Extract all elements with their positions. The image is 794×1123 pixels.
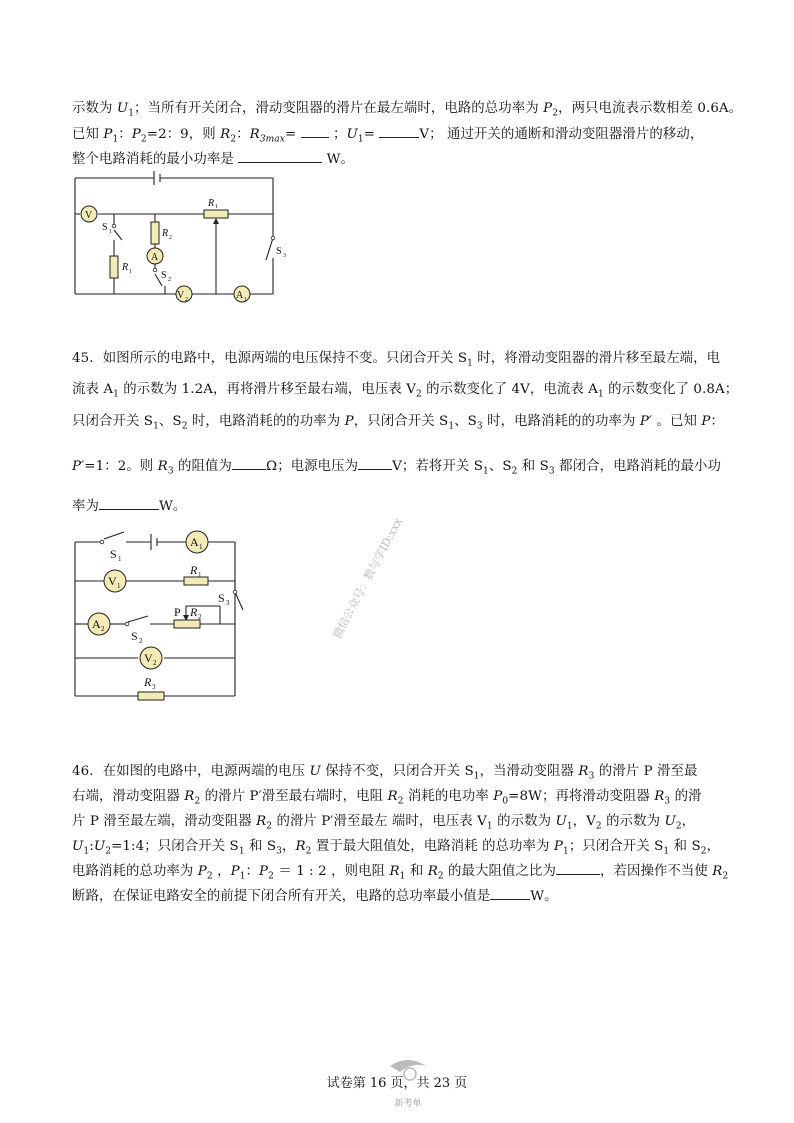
answer-blank[interactable]	[301, 125, 329, 138]
sub: 1	[118, 555, 122, 563]
text: =2：9，则	[146, 127, 221, 142]
answer-blank[interactable]	[379, 125, 419, 138]
sub: 2	[415, 389, 422, 400]
sub: 1	[486, 821, 493, 832]
text: V；若将开关 S	[392, 459, 484, 474]
q45-line5	[72, 495, 186, 514]
var-R2: R	[256, 814, 267, 829]
sub: 2	[169, 235, 172, 241]
var-R2: R	[427, 864, 438, 879]
q44-line2	[72, 123, 703, 145]
ammeter-a1-label: A	[190, 535, 199, 549]
text: 只闭合开关 S	[72, 414, 154, 429]
text: 的滑	[670, 789, 702, 804]
var-P1: P	[230, 864, 240, 879]
text: 。已知	[652, 414, 702, 429]
var-R3: R	[654, 789, 665, 804]
text: W。	[322, 152, 354, 167]
sub: 1	[566, 821, 573, 832]
sub: 2	[101, 625, 105, 633]
var-P2: P	[543, 101, 553, 116]
sub: 2	[511, 466, 518, 477]
sub: 3	[548, 466, 555, 477]
sub: 2	[185, 297, 188, 303]
circuit-diagram-2	[68, 528, 248, 703]
q46-line2	[72, 785, 702, 807]
text: 片 P 滑至最左端，滑动变阻器	[72, 814, 257, 829]
text: ；	[328, 127, 347, 142]
var-R2: R	[220, 127, 231, 142]
resistor-r2-label: R	[162, 228, 169, 239]
var-P2: P	[197, 864, 207, 879]
var-U1: U	[555, 814, 567, 829]
voltmeter-v2-label: V	[144, 651, 153, 665]
var-P: P	[701, 414, 711, 429]
text: ，两只电流表示数相差 0.6A。	[558, 101, 743, 116]
var-U2: U	[664, 814, 676, 829]
text: =	[284, 127, 301, 142]
var-R3: R	[157, 459, 168, 474]
text: ，只闭合开关 S	[353, 414, 449, 429]
text: W。	[530, 889, 558, 904]
text: 的滑片 P′滑至最右端时，电阻	[200, 789, 388, 804]
text: =1：2。则	[84, 459, 158, 474]
sub: 1	[128, 108, 135, 119]
text: ，	[281, 839, 296, 854]
text: :	[89, 839, 94, 854]
resistor-r1-label: R	[122, 262, 129, 273]
sub: 1	[129, 269, 132, 275]
sub: 1	[117, 582, 121, 590]
text: 45．如图所示的电路中，电源两端的电压保持不变。只闭合开关 S	[72, 351, 468, 366]
var-P0: P	[493, 789, 503, 804]
text: ，V	[572, 814, 596, 829]
text: 和 S	[517, 459, 549, 474]
ammeter-a1-label: A	[236, 290, 244, 301]
sub: 2	[194, 796, 201, 807]
text: ：	[710, 414, 724, 429]
text: ＝ 1 : 2 ，则电阻	[274, 864, 390, 879]
q45-line1	[72, 347, 720, 369]
text: 断路，在保证电路安全的前提下闭合所有开关，电路的总功率最小值是	[72, 889, 491, 904]
sub: 1	[357, 134, 364, 145]
voltmeter-v1-label: V	[108, 574, 117, 588]
circuit-diagram-1	[68, 168, 286, 303]
sub: 2	[675, 821, 682, 832]
var-R2: R	[387, 789, 398, 804]
sub: 2	[230, 134, 237, 145]
switch-s3-label: S	[218, 591, 225, 605]
sub: 1	[399, 871, 406, 882]
switch-s2-label: S	[161, 270, 167, 281]
resistor-r3-label: R	[190, 563, 198, 577]
sub: 1	[467, 358, 473, 369]
q44-line3	[72, 148, 354, 167]
var-P: P	[344, 414, 354, 429]
var-P2: P	[259, 864, 269, 879]
sub: 1	[483, 466, 489, 477]
var-P1: P	[553, 839, 564, 854]
var-R3max: R	[249, 127, 260, 142]
text: ，	[681, 814, 696, 829]
var-R2: R	[712, 864, 723, 879]
sub: 2	[140, 134, 147, 145]
sub: 3	[588, 771, 595, 782]
text: Ω；电源电压为	[266, 459, 359, 474]
text: 的最大阻值之比为	[443, 864, 556, 879]
sub: 1	[563, 846, 569, 857]
resistor-r2-label: R	[190, 605, 198, 619]
text: 示数为	[72, 101, 117, 116]
text: ；当所有开关闭合，滑动变阻器的滑片在最左端时，电路的总功率为	[134, 101, 544, 116]
text: V； 通过开关的通断和滑动变阻器滑片的移动，	[419, 127, 704, 142]
q46-line5	[72, 860, 728, 882]
var-R2: R	[295, 839, 306, 854]
switch-s2-label: S	[131, 629, 138, 643]
sub: 1	[448, 421, 455, 432]
answer-blank[interactable]	[490, 887, 530, 900]
sub: 3	[226, 599, 230, 607]
sub: 1	[244, 297, 247, 303]
var-R1: R	[389, 864, 400, 879]
sub: 2	[181, 421, 188, 432]
sub: 2	[397, 796, 404, 807]
sub: 2	[168, 277, 171, 283]
text: 率为	[72, 499, 99, 514]
sub: 2	[722, 871, 729, 882]
var-P-prime: P′	[72, 459, 85, 474]
text: 46．在如图的电路中，电源两端的电压	[72, 764, 310, 779]
text: 时，电路消耗的的功率为	[187, 414, 345, 429]
sub: 1	[238, 846, 245, 857]
text: ，	[212, 864, 231, 879]
voltmeter-v-label: V	[85, 210, 93, 221]
text: 整个电路消耗的最小功率是	[72, 152, 239, 167]
sub: 2	[198, 613, 202, 621]
sub: 2	[700, 846, 707, 857]
sub: 1	[153, 421, 159, 432]
sub: 2	[266, 821, 273, 832]
q45-line2	[72, 378, 738, 400]
sub: 1	[109, 229, 112, 235]
var-U2: U	[93, 839, 106, 854]
text: 和 S	[669, 839, 701, 854]
q46-line3	[72, 810, 695, 832]
text: =1:4；只闭合开关 S	[111, 839, 239, 854]
var-U1: U	[346, 127, 358, 142]
sub: 2	[139, 637, 143, 645]
page-footer: 试卷第 16 页，共 23 页	[326, 1076, 468, 1091]
ammeter-a2-label: A	[92, 617, 101, 631]
sub: 3	[276, 846, 282, 857]
text: 的示数为	[492, 814, 556, 829]
text: 的示数变化了 4V，电流表 A	[421, 382, 598, 397]
text: W。	[158, 499, 187, 514]
text: 时，电路消耗的的功率为	[482, 414, 640, 429]
switch-s1-label: S	[102, 222, 108, 233]
sub: 1	[113, 389, 119, 400]
q45-line3	[72, 410, 724, 432]
text: ：	[118, 127, 132, 142]
answer-blank[interactable]	[99, 497, 159, 510]
text: 、S	[454, 414, 477, 429]
sub: 2	[268, 871, 274, 882]
sub: 3	[152, 683, 156, 691]
q45-line4	[72, 455, 721, 477]
text: 置于最大阻值处，电路消耗 的总功率为	[311, 839, 554, 854]
sub: 2	[595, 821, 602, 832]
switch-s1-label: S	[110, 547, 117, 561]
text: ，当滑动变阻器	[479, 764, 579, 779]
text: 已知	[72, 127, 104, 142]
text: 消耗的电功率	[403, 789, 494, 804]
sub: 3	[167, 466, 174, 477]
answer-blank[interactable]	[358, 457, 392, 470]
text: ：	[236, 127, 250, 142]
sub: 3max	[259, 134, 285, 145]
sub: 1	[112, 134, 119, 145]
text: 都闭合，电路消耗的最小功	[554, 459, 721, 474]
q46-line1	[72, 760, 698, 782]
resistor-r3-label: R	[144, 675, 152, 689]
text: =8W；再将滑动变阻器	[508, 789, 655, 804]
var-U: U	[309, 764, 321, 779]
text: 保持不变，只闭合开关 S	[320, 764, 474, 779]
sub: 1	[239, 871, 246, 882]
text: 的示数为	[601, 814, 665, 829]
text: 流表 A	[72, 382, 114, 397]
var-P1: P	[103, 127, 113, 142]
text: 的滑片 P′滑至最左 端时，电压表 V	[272, 814, 487, 829]
answer-blank[interactable]	[556, 862, 600, 875]
text: ；只闭合开关 S	[568, 839, 664, 854]
sub: 2	[105, 846, 112, 857]
answer-blank[interactable]	[238, 150, 322, 163]
sub: 3	[283, 253, 286, 259]
text: ，若因操作不当使	[599, 864, 713, 879]
q44-line1	[72, 97, 742, 119]
switch-s3-label: S	[276, 246, 282, 257]
publisher-logo	[378, 1052, 438, 1110]
sub: 1	[597, 389, 604, 400]
sub: 2	[206, 871, 213, 882]
sub: 2	[153, 659, 157, 667]
var-R2: R	[184, 789, 195, 804]
q46-line6	[72, 885, 558, 904]
sub: 2	[552, 108, 559, 119]
text: 的示数为 1.2A，再将滑片移至最右端，电压表 V	[118, 382, 416, 397]
var-P-prime: P′	[639, 414, 653, 429]
text: 和 S	[244, 839, 277, 854]
text: 右端，滑动变阻器	[72, 789, 185, 804]
sub: 2	[437, 871, 444, 882]
text: ，	[706, 839, 721, 854]
sub: 3	[476, 421, 483, 432]
var-U1: U	[72, 839, 84, 854]
resistor-label: R	[208, 198, 215, 209]
text: 、S	[488, 459, 512, 474]
text: 的阻值为	[173, 459, 232, 474]
sub: 1	[215, 204, 218, 210]
var-U1: U	[116, 101, 129, 116]
sub: 1	[663, 846, 670, 857]
text: ：	[245, 864, 260, 879]
text: 时，将滑动变阻器的滑片移至最左端，电	[472, 351, 721, 366]
text: =	[363, 127, 380, 142]
sub: 0	[502, 796, 509, 807]
text: 的示数变化了 0.8A；	[603, 382, 739, 397]
voltmeter-v2-label: V	[177, 290, 185, 301]
answer-blank[interactable]	[232, 457, 266, 470]
ammeter-a-label: A	[151, 252, 159, 263]
text: 和	[405, 864, 428, 879]
logo-text: 新考单	[394, 1098, 422, 1108]
q46-line4	[72, 835, 720, 857]
sub: 2	[305, 846, 312, 857]
text: 电路消耗的总功率为	[72, 864, 198, 879]
var-R3: R	[578, 764, 589, 779]
slider-p-label: P	[174, 605, 181, 619]
text: 、S	[158, 414, 182, 429]
watermark: 微信公众号：数与学ID:xxx	[330, 515, 405, 641]
var-P2: P	[131, 127, 141, 142]
sub: 3	[664, 796, 671, 807]
sub: 1	[473, 771, 480, 782]
sub: 1	[83, 846, 90, 857]
sub: 1	[198, 571, 202, 579]
text: 的滑片 P 滑至最	[594, 764, 698, 779]
sub: 1	[199, 543, 203, 551]
